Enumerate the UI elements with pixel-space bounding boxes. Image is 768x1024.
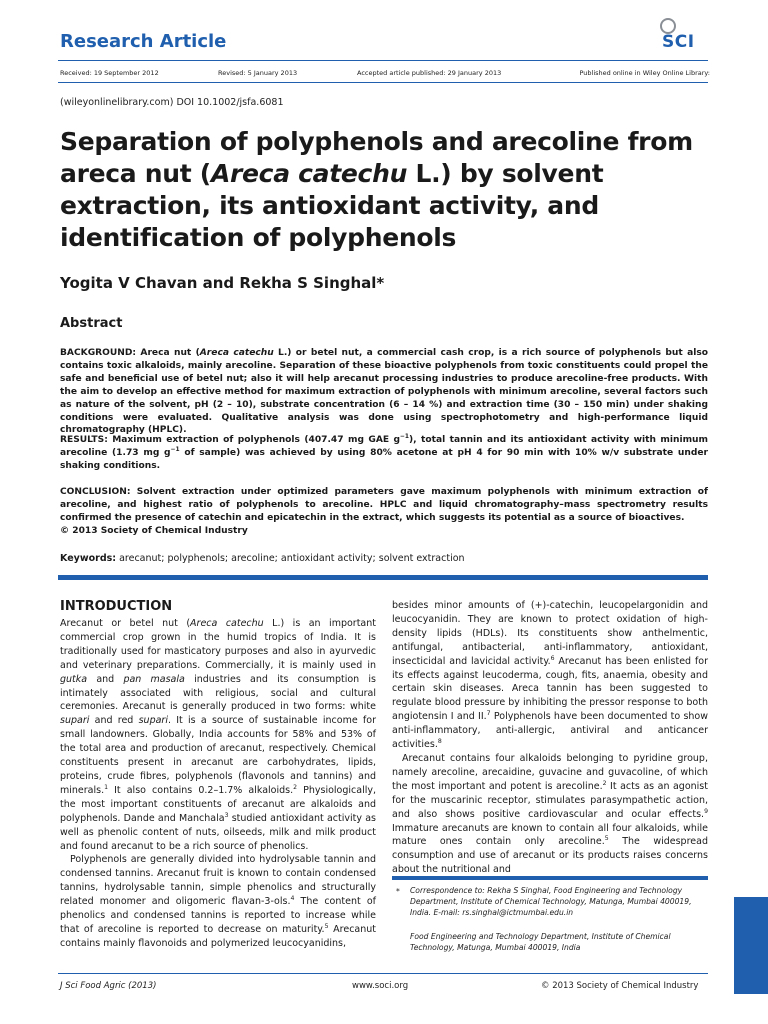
dates-rule (58, 82, 708, 83)
journal-citation: J Sci Food Agric (2013) (60, 981, 157, 991)
intro-left-column (60, 617, 376, 951)
footer-rule (58, 973, 708, 974)
intro-right-column (392, 599, 708, 877)
sci-logo (660, 18, 710, 54)
abstract-copyright: © 2013 Society of Chemical Industry (60, 525, 248, 536)
footer-copyright: © 2013 Society of Chemical Industry (541, 981, 699, 991)
side-tab (734, 897, 768, 994)
logo-text: SCI (662, 32, 695, 52)
affiliation-note: Food Engineering and Technology Department, Institute of Chemical Technology, Matunga, Mumbai 400019, India (410, 932, 671, 952)
intro-paragraph-1: Arecanut or betel nut (Areca catechu L.) is an important commercial crop grown in the humid tropics of India. It is traditionally used for masticatory purposes and also in ayurvedic and veterinary preparations. Commercially, it is mainly used in gutka and pan masala industries and its consumption is intimately associated with religious, social and cultural ceremonies. Arecanut is generally produced in two forms: white supari and red supari. It is a source of sustainable income for small landowners. Globally, India accounts for 58% and 53% of the total area and production of arecanut, respectively. Chemical constituents present in arecanut are carbohydrates, lipids, proteins, crude fibres, polyphenols (flavonols and tannins) and minerals.$^1$ It also contains 0.2–1.7% alkaloids.$^2$ Physiologically, the most important constituents of arecanut are alkaloids and polyphenols. Dande and Manchala$^3$ studied antioxidant activity as well as phenolic content of nuts, oilseeds, milk and milk product and found arecanut to be a rich source of phenolics. (60, 618, 377, 852)
abstract-conclusion: CONCLUSION: Solvent extraction under optimized parameters gave maximum polyphenols with minimum extraction of arecoline, and highest ratio of polyphenols to arecoline. HPLC and liquid chromatography–mass spectrometry results confirmed the presence of catechin and epicatechin in the extract, which suggests its potential as a source of bioactives. © 2013 Society of Chemical Industry (60, 487, 708, 536)
footnote-star: * (396, 887, 400, 896)
intro-paragraph-3: besides minor amounts of (+)-catechin, leucopelargonidin and leucocyanidin. They are known to protect oxidation of high-density lipids (HDLs). Its constituents show anthelmentic, antifungal, antibacterial, anti-inflammatory, antioxidant, insecticidal and lavicidal activity.$^6$ Arecanut has been enlisted for its effects against leucoderma, cough, fits, anaemia, obesity and certain skin diseases. Areca tannin has been suggested to regulate blood pressure by inhibiting the pressor response to both angiotensin I and II.$^7$ Polyphenols have been documented to show anti-inflammatory, anti-allergic, antiviral and anticancer activities.$^8$ (392, 600, 708, 751)
section-label: Research Article (60, 31, 227, 52)
received-date: Received: 19 September 2012 (60, 69, 159, 77)
footnote-rule (392, 876, 708, 880)
revised-date: Revised: 5 January 2013 (218, 69, 298, 77)
article-title: Separation of polyphenols and arecoline from areca nut (Areca catechu L.) by solvent extraction, its antioxidant activity, and identification of polyphenols (60, 127, 693, 252)
abstract-results: RESULTS: Maximum extraction of polyphenols (407.47 mg GAE $g^{-1}$), total tannin and its antioxidant activity with minimum arecoline (1.73 mg $g^{-1}$ of sample) was achieved by using 80% acetone at pH 4 for 90 min with 10% w/v substrate under shaking conditions. (60, 433, 708, 471)
publisher-link[interactable]: www.soci.org (352, 981, 409, 991)
intro-paragraph-2: Polyphenols are generally divided into hydrolysable tannin and condensed tannins. Arecanut fruit is known to contain condensed tannins, hydrolysable tannin, simple phenolics and structurally related monomer and oligomeric flavan-3-ols.$^4$ The content of phenolics and condensed tannins is reported to increase while that of arecoline is reported to decrease on maturity.$^5$ Arecanut contains mainly flavonoids and polymerized leucocyanidins, (60, 854, 377, 949)
authors: Yogita V Chavan and Rekha S Singhal* (60, 274, 385, 292)
doi: (wileyonlinelibrary.com) DOI 10.1002/jsfa.6081 (60, 97, 284, 108)
online-date: Published online in Wiley Online Library: (579, 69, 710, 77)
keywords: Keywords: arecanut; polyphenols; arecoline; antioxidant activity; solvent extraction (60, 553, 465, 564)
header-rule (58, 60, 708, 61)
correspondence-note: Correspondence to: Rekha S Singhal, Food Engineering and Technology Department, Institute of Chemical Technology, Matunga, Mumbai 400019, India. E-mail: rs.singhal@ictmumbai.edu.in (410, 886, 692, 917)
intro-paragraph-4: Arecanut contains four alkaloids belonging to pyridine group, namely arecoline, arecaidine, guvacine and guvacoline, of which the most important and potent is arecoline.$^2$ It acts as an agonist for the muscarinic receptor, stimulates parasympathetic action, and also shows positive cardiovascular and ocular effects.$^9$ Immature arecanuts are known to contain all four alkaloids, while mature ones contain only arecoline.$^5$ The widespread consumption and use of arecanut or its products raises concerns about the nutritional and (392, 752, 708, 876)
section-divider (58, 575, 708, 580)
abstract-heading: Abstract (60, 316, 123, 331)
introduction-heading: INTRODUCTION (60, 599, 173, 614)
accepted-date: Accepted article published: 29 January 2013 (357, 69, 502, 77)
abstract-background: BACKGROUND: Areca nut (Areca catechu L.) or betel nut, a commercial cash crop, is a rich source of polyphenols but also contains toxic alkaloids, mainly arecoline. Separation of these bioactive polyphenols from toxic constituents could propel the safe and beneficial use of betel nut; also it will help arecanut processing industries to produce arecoline-free products. With the aim to develop an effective method for maximum extraction of polyphenols with minimum arecoline, several factors such as nature of the solvent, pH (2 – 10), substrate concentration (6 – 14 %) and extraction time (30 – 150 min) under shaking conditions were evaluated. Qualitative analysis was done using spectrophotometry and high-performance liquid chromatography (HPLC). (60, 348, 709, 436)
